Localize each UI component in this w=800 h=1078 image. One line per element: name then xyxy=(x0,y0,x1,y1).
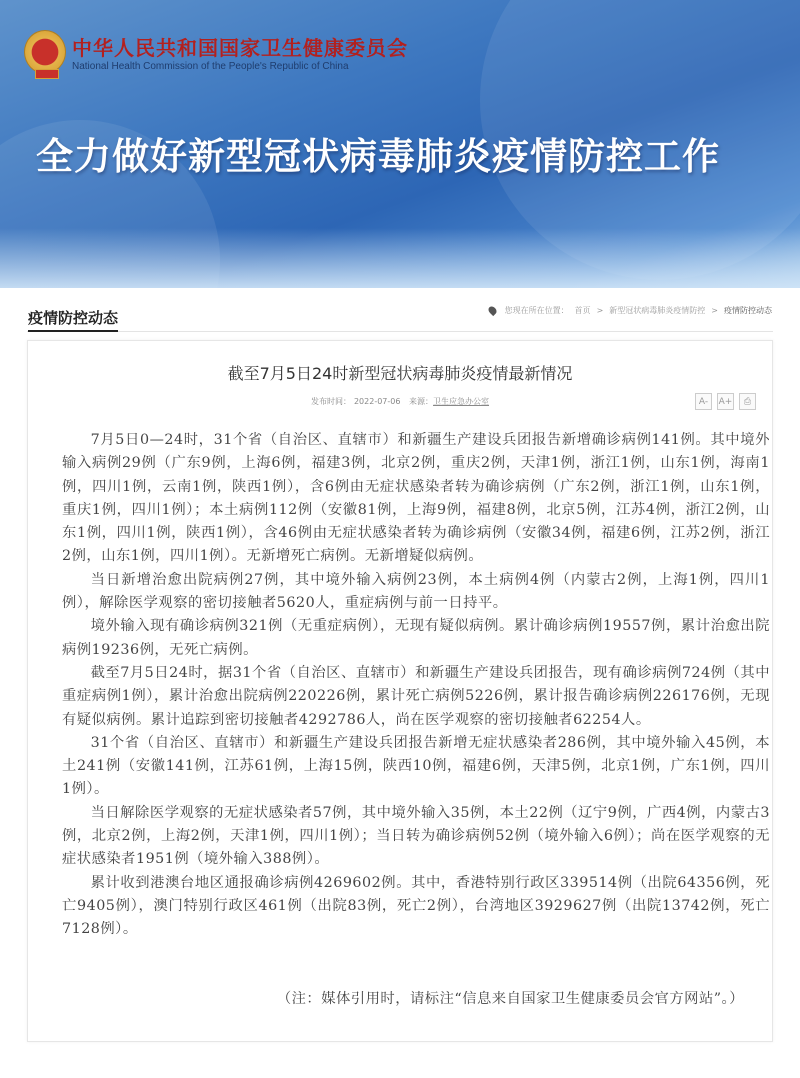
paragraph: 截至7月5日24时，据31个省（自治区、直辖市）和新疆生产建设兵团报告，现有确诊病例724例（其中重症病例1例），累计治愈出院病例220226例，累计死亡病例5226例，累计报告确诊病例226176例，无现有疑似病例。累计追踪到密切接触者4292786人，尚在医学观察的密切接触者62254人。 xyxy=(62,664,770,728)
breadcrumb-prefix: 您现在所在位置： xyxy=(504,306,569,315)
source-value: 卫生应急办公室 xyxy=(433,397,490,406)
article-title: 截至7月5日24时新型冠状病毒肺炎疫情最新情况 xyxy=(227,364,573,383)
divider xyxy=(27,331,773,332)
source-label: 来源： xyxy=(409,397,434,406)
paragraph: 当日新增治愈出院病例27例，其中境外输入病例23例，本土病例4例（内蒙古2例，上海1例，四川1例），解除医学观察的密切接触者5620人，重症病例与前一日持平。 xyxy=(62,571,770,612)
publish-date: 2022-07-06 xyxy=(353,397,401,406)
article-tools xyxy=(695,393,756,410)
breadcrumb-current[interactable]: 疫情防控动态 xyxy=(724,306,772,315)
paragraph: 境外输入现有确诊病例321例（无重症病例），无现有疑似病例。累计确诊病例19557例，累计治愈出院病例19236例，无死亡病例。 xyxy=(62,618,770,658)
font-decrease-button[interactable]: A- xyxy=(695,393,712,410)
breadcrumb-home[interactable]: 首页 xyxy=(574,306,591,315)
org-name-cn[interactable]: 中华人民共和国国家卫生健康委员会 xyxy=(72,36,408,60)
paragraph: 累计收到港澳台地区通报确诊病例4269602例。其中，香港特别行政区339514例（出院64356例，死亡9405例），澳门特别行政区461例（出院83例，死亡2例），台湾地区3929627例（出院13742例，死亡7128例）。 xyxy=(62,874,770,938)
paragraph: 7月5日0—24时，31个省（自治区、直辖市）和新疆生产建设兵团报告新增确诊病例141例。其中境外输入病例29例（广东9例，上海6例，福建3例，北京2例，重庆2例，天津1例，浙江1例，山东1例，海南1例，四川1例，云南1例，陕西1例），含6例由无症状感染者转为确诊病例（广东2例，浙江1例，山东1例，重庆1例，四川1例）；本土病例112例（安徽81例，上海9例，福建8例，北京5例，江苏4例，浙江2例，山东1例，四川1例，陕西1例），含46例由无症状感染者转为确诊病例（安徽34例，福建6例，江苏2例，浙江2例，山东1例，四川1例）。无新增死亡病例。无新增疑似病例。 xyxy=(62,432,770,565)
section-title[interactable]: 疫情防控动态 xyxy=(28,307,118,332)
breadcrumb xyxy=(489,305,772,316)
article-meta xyxy=(28,396,772,407)
paragraph: 31个省（自治区、直辖市）和新疆生产建设兵团报告新增无症状感染者286例，其中境外输入45例，本土241例（安徽141例，江苏61例，上海15例，陕西10例，福建6例，天津5例，北京1例，广东1例，四川1例）。 xyxy=(62,734,770,798)
breadcrumb-covid[interactable]: 新型冠状病毒肺炎疫情防控 xyxy=(609,306,706,315)
header-banner xyxy=(0,0,800,288)
location-pin-icon xyxy=(486,305,497,316)
publish-label: 发布时间： xyxy=(310,397,351,406)
banner-slogan: 全力做好新型冠状病毒肺炎疫情防控工作 xyxy=(36,135,720,178)
font-increase-button[interactable]: A+ xyxy=(717,393,734,410)
org-name-en: National Health Commission of the People's Republic of China xyxy=(72,61,349,72)
article-body xyxy=(62,429,770,942)
paragraph: 当日解除医学观察的无症状感染者57例，其中境外输入35例，本土22例（辽宁9例，广西4例，内蒙古3例，北京2例，上海2例，天津1例，四川1例）；当日转为确诊病例52例（境外输入6例）；尚在医学观察的无症状感染者1951例（境外输入388例）。 xyxy=(62,804,770,868)
national-emblem-icon xyxy=(24,30,66,74)
breadcrumb-separator: > xyxy=(711,306,718,315)
citation-note: （注：媒体引用时，请标注“信息来自国家卫生健康委员会官方网站”。） xyxy=(276,991,744,1007)
print-button[interactable]: ⎙ xyxy=(739,393,756,410)
article-card xyxy=(27,340,773,1042)
breadcrumb-separator: > xyxy=(596,306,604,315)
